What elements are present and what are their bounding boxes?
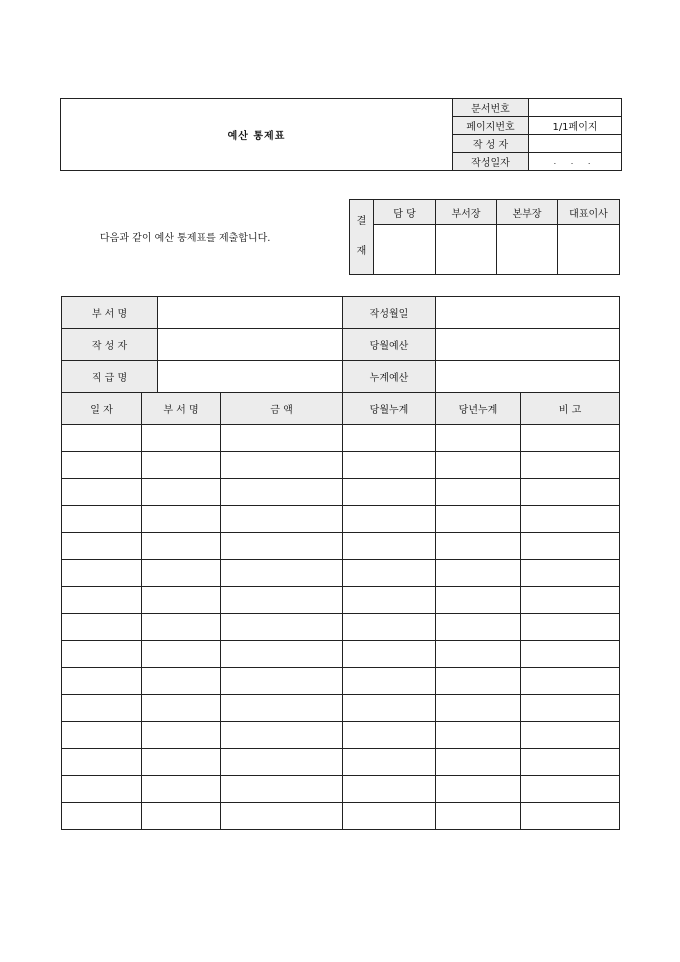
cumulative-budget-label: 누계예산 [343, 361, 436, 393]
doc-number-value[interactable] [529, 99, 622, 117]
cell-amount[interactable] [221, 695, 343, 722]
writer-value[interactable] [158, 329, 343, 361]
approval-side-label [350, 200, 374, 275]
cell-month-total[interactable] [343, 695, 436, 722]
cell-note[interactable] [521, 722, 620, 749]
cell-year-total[interactable] [436, 614, 521, 641]
date-value[interactable]: . . . [529, 153, 622, 171]
cumulative-budget-value[interactable] [436, 361, 620, 393]
cell-month-total[interactable] [343, 425, 436, 452]
cell-month-total[interactable] [343, 803, 436, 830]
cell-date[interactable] [62, 506, 142, 533]
cell-dept[interactable] [142, 641, 221, 668]
cell-dept[interactable] [142, 587, 221, 614]
cell-month-total[interactable] [343, 533, 436, 560]
monthly-budget-value[interactable] [436, 329, 620, 361]
dept-value[interactable] [158, 297, 343, 329]
date-label: 작성일자 [453, 153, 529, 171]
approval-side-top: 결 [356, 216, 367, 227]
table-row [62, 749, 620, 776]
writer-label: 작 성 자 [62, 329, 158, 361]
table-row [62, 776, 620, 803]
table-row [62, 722, 620, 749]
cell-note[interactable] [521, 803, 620, 830]
table-row [62, 614, 620, 641]
cell-year-total[interactable] [436, 722, 521, 749]
month-label: 작성월일 [343, 297, 436, 329]
cell-note[interactable] [521, 506, 620, 533]
cell-year-total[interactable] [436, 425, 521, 452]
cell-month-total[interactable] [343, 776, 436, 803]
doc-number-label: 문서번호 [453, 99, 529, 117]
cell-date[interactable] [62, 425, 142, 452]
cell-amount[interactable] [221, 641, 343, 668]
approval-role: 담 당 [374, 200, 436, 225]
cell-dept[interactable] [142, 479, 221, 506]
rank-value[interactable] [158, 361, 343, 393]
cell-year-total[interactable] [436, 560, 521, 587]
cell-note[interactable] [521, 668, 620, 695]
rank-label: 직 급 명 [62, 361, 158, 393]
table-body [62, 425, 620, 830]
col-header-year-total: 당년누계 [436, 393, 521, 425]
cell-year-total[interactable] [436, 668, 521, 695]
cell-month-total[interactable] [343, 722, 436, 749]
cell-year-total[interactable] [436, 533, 521, 560]
cell-date[interactable] [62, 695, 142, 722]
cell-year-total[interactable] [436, 695, 521, 722]
cell-dept[interactable] [142, 452, 221, 479]
cell-date[interactable] [62, 641, 142, 668]
cell-date[interactable] [62, 749, 142, 776]
monthly-budget-label: 당월예산 [343, 329, 436, 361]
approval-sign-box[interactable] [374, 225, 436, 275]
cell-dept[interactable] [142, 614, 221, 641]
cell-month-total[interactable] [343, 452, 436, 479]
document-header [60, 98, 622, 171]
col-header-date: 일 자 [62, 393, 142, 425]
cell-amount[interactable] [221, 803, 343, 830]
cell-amount[interactable] [221, 479, 343, 506]
cell-amount[interactable] [221, 749, 343, 776]
cell-month-total[interactable] [343, 614, 436, 641]
table-row [62, 641, 620, 668]
cell-dept[interactable] [142, 668, 221, 695]
page-number-label: 페이지번호 [453, 117, 529, 135]
cell-month-total[interactable] [343, 479, 436, 506]
table-row [62, 695, 620, 722]
cell-dept[interactable] [142, 722, 221, 749]
cell-amount[interactable] [221, 587, 343, 614]
cell-dept[interactable] [142, 506, 221, 533]
cell-note[interactable] [521, 560, 620, 587]
approval-box [349, 199, 620, 275]
approval-sign-box[interactable] [558, 225, 620, 275]
cell-dept[interactable] [142, 749, 221, 776]
author-label: 작 성 자 [453, 135, 529, 153]
cell-year-total[interactable] [436, 641, 521, 668]
cell-dept[interactable] [142, 776, 221, 803]
table-row [62, 479, 620, 506]
cell-amount[interactable] [221, 776, 343, 803]
cell-month-total[interactable] [343, 668, 436, 695]
cell-dept[interactable] [142, 425, 221, 452]
table-row [62, 452, 620, 479]
cell-date[interactable] [62, 533, 142, 560]
table-row [62, 425, 620, 452]
cell-month-total[interactable] [343, 560, 436, 587]
dept-label: 부 서 명 [62, 297, 158, 329]
cell-amount[interactable] [221, 533, 343, 560]
cell-note[interactable] [521, 533, 620, 560]
cell-amount[interactable] [221, 668, 343, 695]
cell-amount[interactable] [221, 614, 343, 641]
cell-note[interactable] [521, 587, 620, 614]
table-row [62, 668, 620, 695]
cell-month-total[interactable] [343, 641, 436, 668]
table-row [62, 587, 620, 614]
col-header-month-total: 당월누계 [343, 393, 436, 425]
cell-date[interactable] [62, 614, 142, 641]
cell-amount[interactable] [221, 722, 343, 749]
cell-amount[interactable] [221, 425, 343, 452]
document-title: 예산 통제표 [61, 99, 453, 171]
cell-note[interactable] [521, 641, 620, 668]
col-header-dept: 부 서 명 [142, 393, 221, 425]
cell-month-total[interactable] [343, 506, 436, 533]
col-header-note: 비 고 [521, 393, 620, 425]
table-row [62, 506, 620, 533]
table-row [62, 560, 620, 587]
cell-year-total[interactable] [436, 803, 521, 830]
budget-form [61, 296, 620, 830]
cell-year-total[interactable] [436, 776, 521, 803]
cell-note[interactable] [521, 695, 620, 722]
month-value[interactable] [436, 297, 620, 329]
approval-side-bottom: 재 [356, 246, 367, 257]
cell-dept[interactable] [142, 803, 221, 830]
cell-date[interactable] [62, 776, 142, 803]
cell-date[interactable] [62, 452, 142, 479]
cell-dept[interactable] [142, 695, 221, 722]
cell-note[interactable] [521, 776, 620, 803]
cell-date[interactable] [62, 668, 142, 695]
cell-date[interactable] [62, 803, 142, 830]
author-value[interactable] [529, 135, 622, 153]
cell-year-total[interactable] [436, 749, 521, 776]
approval-role: 본부장 [497, 200, 558, 225]
cell-month-total[interactable] [343, 749, 436, 776]
approval-sign-box[interactable] [436, 225, 497, 275]
cell-year-total[interactable] [436, 506, 521, 533]
col-header-amount: 금 액 [221, 393, 343, 425]
cell-year-total[interactable] [436, 479, 521, 506]
cell-month-total[interactable] [343, 587, 436, 614]
cell-date[interactable] [62, 722, 142, 749]
cell-year-total[interactable] [436, 587, 521, 614]
cell-note[interactable] [521, 479, 620, 506]
cell-amount[interactable] [221, 560, 343, 587]
cell-dept[interactable] [142, 533, 221, 560]
cell-date[interactable] [62, 560, 142, 587]
cell-note[interactable] [521, 425, 620, 452]
cell-note[interactable] [521, 749, 620, 776]
cell-note[interactable] [521, 452, 620, 479]
intro-text: 다음과 같이 예산 통제표를 제출합니다. [100, 233, 271, 244]
cell-date[interactable] [62, 587, 142, 614]
approval-role: 부서장 [436, 200, 497, 225]
cell-year-total[interactable] [436, 452, 521, 479]
cell-amount[interactable] [221, 452, 343, 479]
approval-sign-box[interactable] [497, 225, 558, 275]
cell-note[interactable] [521, 614, 620, 641]
table-row [62, 803, 620, 830]
approval-role: 대표이사 [558, 200, 620, 225]
page-number-value: 1/1페이지 [529, 117, 622, 135]
cell-dept[interactable] [142, 560, 221, 587]
table-row [62, 533, 620, 560]
cell-date[interactable] [62, 479, 142, 506]
cell-amount[interactable] [221, 506, 343, 533]
